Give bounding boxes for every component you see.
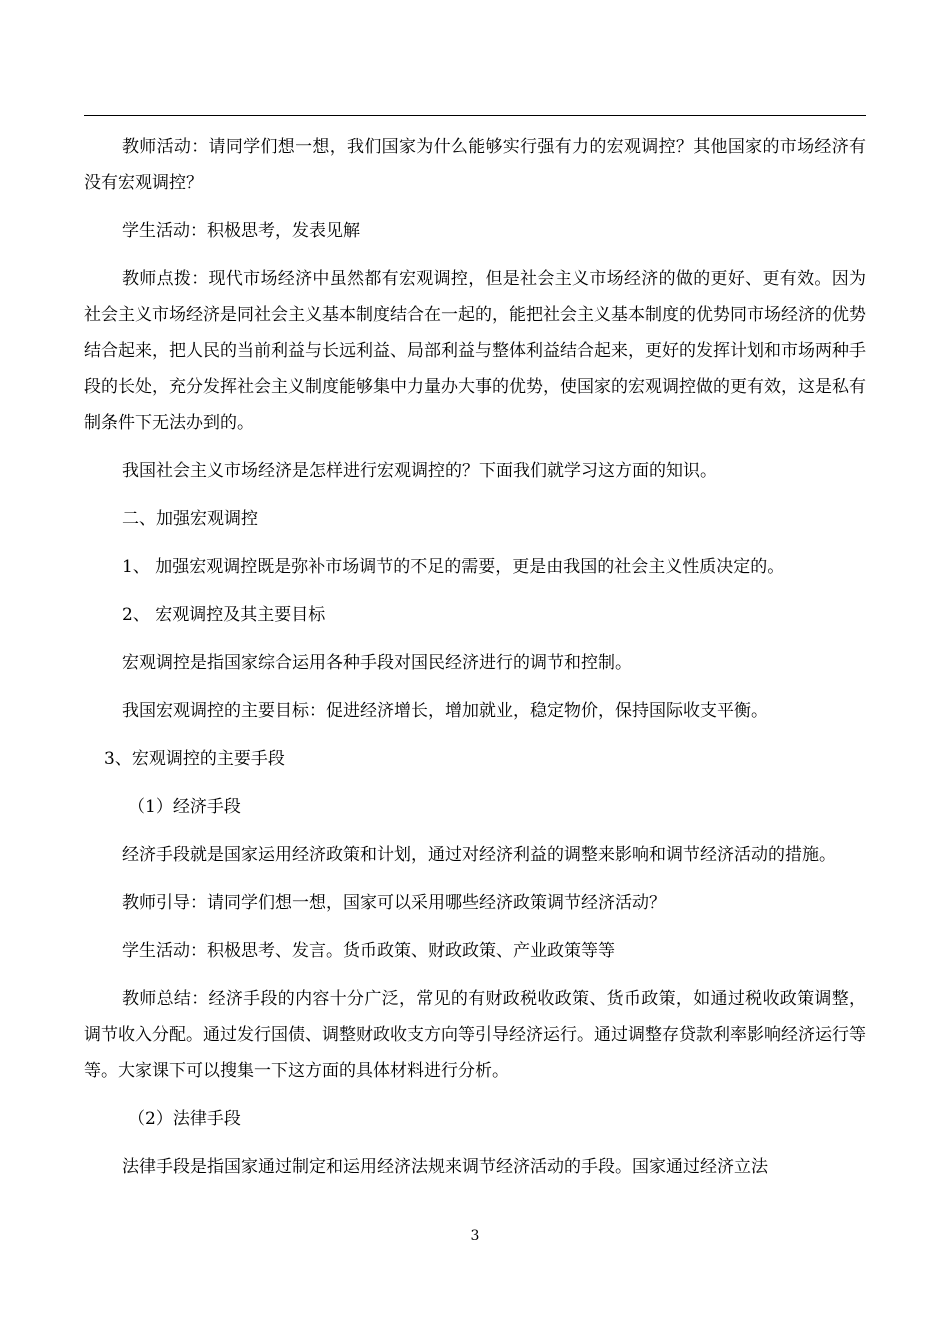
paragraph: 法律手段是指国家通过制定和运用经济法规来调节经济活动的手段。国家通过经济立法	[122, 1157, 768, 1177]
paragraph: 教师活动：请同学们想一想，我们国家为什么能够实行强有力的宏观调控？其他国家的市场经济有没有宏观调控？	[84, 137, 866, 193]
paragraph: 教师总结：经济手段的内容十分广泛，常见的有财政税收政策、货币政策，如通过税收政策调整，调节收入分配。通过发行国债、调整财政收支方向等引导经济运行。通过调整存贷款利率影响经济运行等等。大家课下可以搜集一下这方面的具体材料进行分析。	[84, 989, 866, 1081]
paragraph: 教师引导：请同学们想一想，国家可以采用哪些经济政策调节经济活动？	[122, 893, 666, 913]
paragraph: 宏观调控是指国家综合运用各种手段对国民经济进行的调节和控制。	[122, 653, 632, 673]
paragraph: （2）法律手段	[128, 1109, 241, 1129]
paragraph: 3、宏观调控的主要手段	[104, 749, 285, 769]
paragraph: 1、 加强宏观调控既是弥补市场调节的不足的需要，更是由我国的社会主义性质决定的。	[122, 557, 785, 577]
paragraph: 学生活动：积极思考、发言。货币政策、财政政策、产业政策等等	[122, 941, 615, 961]
paragraph: 教师点拨：现代市场经济中虽然都有宏观调控，但是社会主义市场经济的做的更好、更有效。因为社会主义市场经济是同社会主义基本制度结合在一起的，能把社会主义基本制度的优势同市场经济的优势结合起来，把人民的当前利益与长远利益、局部利益与整体利益结合起来，更好的发挥计划和市场两种手段的长处，充分发挥社会主义制度能够集中力量办大事的优势，使国家的宏观调控做的更有效，这是私有制条件下无法办到的。	[84, 269, 866, 433]
paragraph: 2、 宏观调控及其主要目标	[122, 605, 326, 625]
paragraph: （1）经济手段	[128, 797, 241, 817]
paragraph: 经济手段就是国家运用经济政策和计划，通过对经济利益的调整来影响和调节经济活动的措施。	[122, 845, 836, 865]
paragraph: 二、加强宏观调控	[122, 509, 258, 529]
paragraph: 我国社会主义市场经济是怎样进行宏观调控的？下面我们就学习这方面的知识。	[122, 461, 717, 481]
paragraph: 学生活动：积极思考，发表见解	[122, 221, 360, 241]
page-number: 3	[470, 1228, 480, 1244]
paragraph: 我国宏观调控的主要目标：促进经济增长，增加就业，稳定物价，保持国际收支平衡。	[122, 701, 768, 721]
header-rule	[84, 115, 866, 116]
document-body	[84, 129, 866, 1197]
